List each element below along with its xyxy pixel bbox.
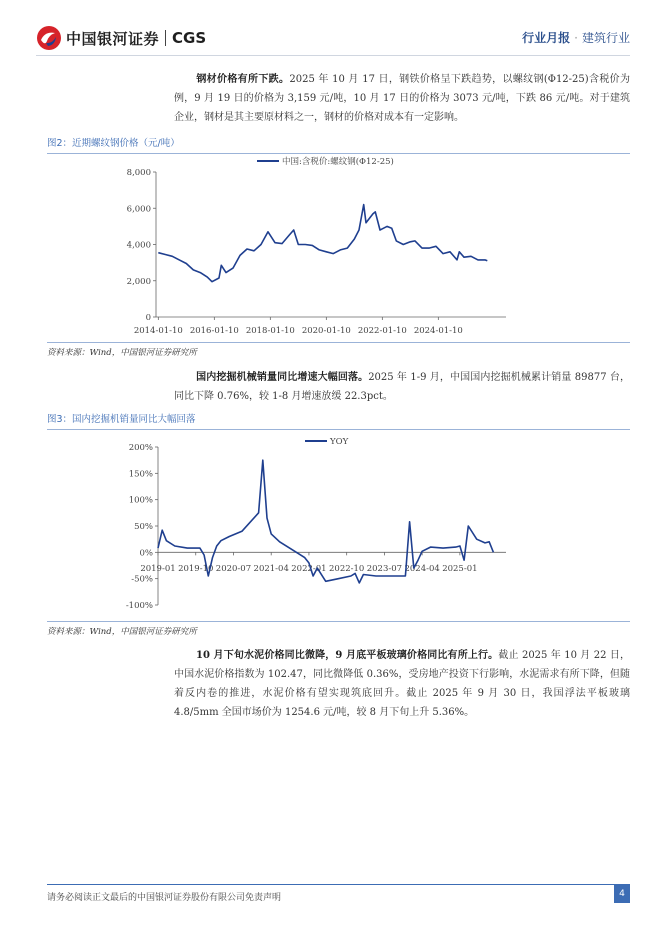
excavator-yoy-chart <box>47 430 630 618</box>
logo-separator <box>165 30 166 46</box>
x-tick-label: 2024-01-10 <box>413 326 463 336</box>
x-tick-label: 2019-10 <box>178 564 214 574</box>
paragraph-excavator <box>174 368 630 406</box>
y-tick-label: 0 <box>145 313 151 323</box>
logo-text-cn: 中国银河证券 <box>66 29 160 48</box>
y-tick-label: 150% <box>128 469 153 480</box>
footer-disclaimer: 请务必阅读正文最后的中国银河证券股份有限公司免责声明 <box>47 893 282 903</box>
y-tick-label: 50% <box>134 522 153 532</box>
y-tick-label: -50% <box>131 574 153 585</box>
figure-source: 资料来源：Wind，中国银河证券研究所 <box>47 621 630 637</box>
paragraph-cement-glass <box>174 646 630 722</box>
x-tick-label: 2025-01 <box>442 564 478 574</box>
legend-label: 中国:含税价:螺纹钢(Φ12-25) <box>282 157 394 167</box>
y-tick-label: 100% <box>128 495 153 506</box>
paragraph-body: 2025 年 1-9 月，中国国内挖掘机械累计销量 89877 台，同比下降 0.76%，较 1-8 月增速放缓 22.3pct。 <box>174 372 630 402</box>
x-tick-label: 2016-01-10 <box>189 326 239 336</box>
footer-divider <box>47 884 630 885</box>
company-logo <box>36 24 206 52</box>
header-divider <box>36 55 630 56</box>
y-tick-label: 2,000 <box>126 276 151 287</box>
paragraph-lead: 10 月下旬水泥价格同比微降，9 月底平板玻璃价格同比有所上行。 <box>196 650 499 661</box>
paragraph-body: 截止 2025 年 10 月 22 日，中国水泥价格指数为 102.47，同比微降低 0.36%，受房地产投资下行影响，水泥需求有所下降，但随着反内卷的推进，水泥价格有望实现筑底回升。截止 2025 年 9 月 30 日，我国浮法平板玻璃 4.8/5mm 全国市场价为 1254.6 元/吨，较 8 月下旬上升 5.36%。 <box>174 650 630 718</box>
report-category <box>522 29 630 46</box>
paragraph-lead: 国内挖掘机械销量同比增速大幅回落。 <box>196 372 369 383</box>
excavator-yoy-chart-svg <box>47 430 630 618</box>
logo-mark-icon <box>36 25 62 51</box>
page-header <box>0 0 662 54</box>
x-tick-label: 2024-04 <box>404 564 440 574</box>
x-tick-label: 2018-01-10 <box>245 326 295 336</box>
x-tick-label: 2020-01-10 <box>301 326 351 336</box>
y-tick-label: 8,000 <box>126 168 151 178</box>
x-tick-label: 2020-07 <box>215 564 252 574</box>
logo-text-en: CGS <box>172 29 207 47</box>
figure-title: 图2：近期螺纹钢价格（元/吨） <box>47 136 630 154</box>
figure-title: 图3：国内挖掘机销量同比大幅回落 <box>47 412 630 430</box>
paragraph-lead: 钢材价格有所下跌。 <box>196 74 290 85</box>
y-tick-label: -100% <box>125 601 153 611</box>
y-tick-label: 0% <box>139 548 153 559</box>
x-tick-label: 2021-04 <box>253 564 289 574</box>
industry-name: 建筑行业 <box>581 31 630 45</box>
x-tick-label: 2019-01 <box>140 564 176 574</box>
report-tag-separator: · <box>574 31 578 45</box>
report-type: 行业月报 <box>522 31 571 45</box>
y-tick-label: 200% <box>128 443 153 453</box>
legend-label: YOY <box>330 437 349 447</box>
rebar-price-chart <box>47 154 630 342</box>
x-tick-label: 2022-01-10 <box>357 326 407 336</box>
paragraph-steel <box>174 70 630 127</box>
x-tick-label: 2022-10 <box>329 564 365 574</box>
x-tick-label: 2022-01 <box>291 564 327 574</box>
rebar-price-chart-svg <box>47 154 630 342</box>
page-number: 4 <box>614 885 630 903</box>
y-tick-label: 6,000 <box>126 204 151 215</box>
x-tick-label: 2023-07 <box>366 564 403 574</box>
y-tick-label: 4,000 <box>126 240 151 251</box>
series-line <box>158 205 487 282</box>
paragraph-body: 2025 年 10 月 17 日，钢铁价格呈下跌趋势，以螺纹钢(Φ12-25)含税价为例，9 月 19 日的价格为 3,159 元/吨，10 月 17 日的价格为 3073 元/吨，下跌 86 元/吨。对于建筑企业，钢材是其主要原材料之一，钢材的价格对成本有一定影响。 <box>174 74 631 123</box>
x-tick-label: 2014-01-10 <box>133 326 183 336</box>
figure-source: 资料来源：Wind，中国银河证券研究所 <box>47 342 630 358</box>
